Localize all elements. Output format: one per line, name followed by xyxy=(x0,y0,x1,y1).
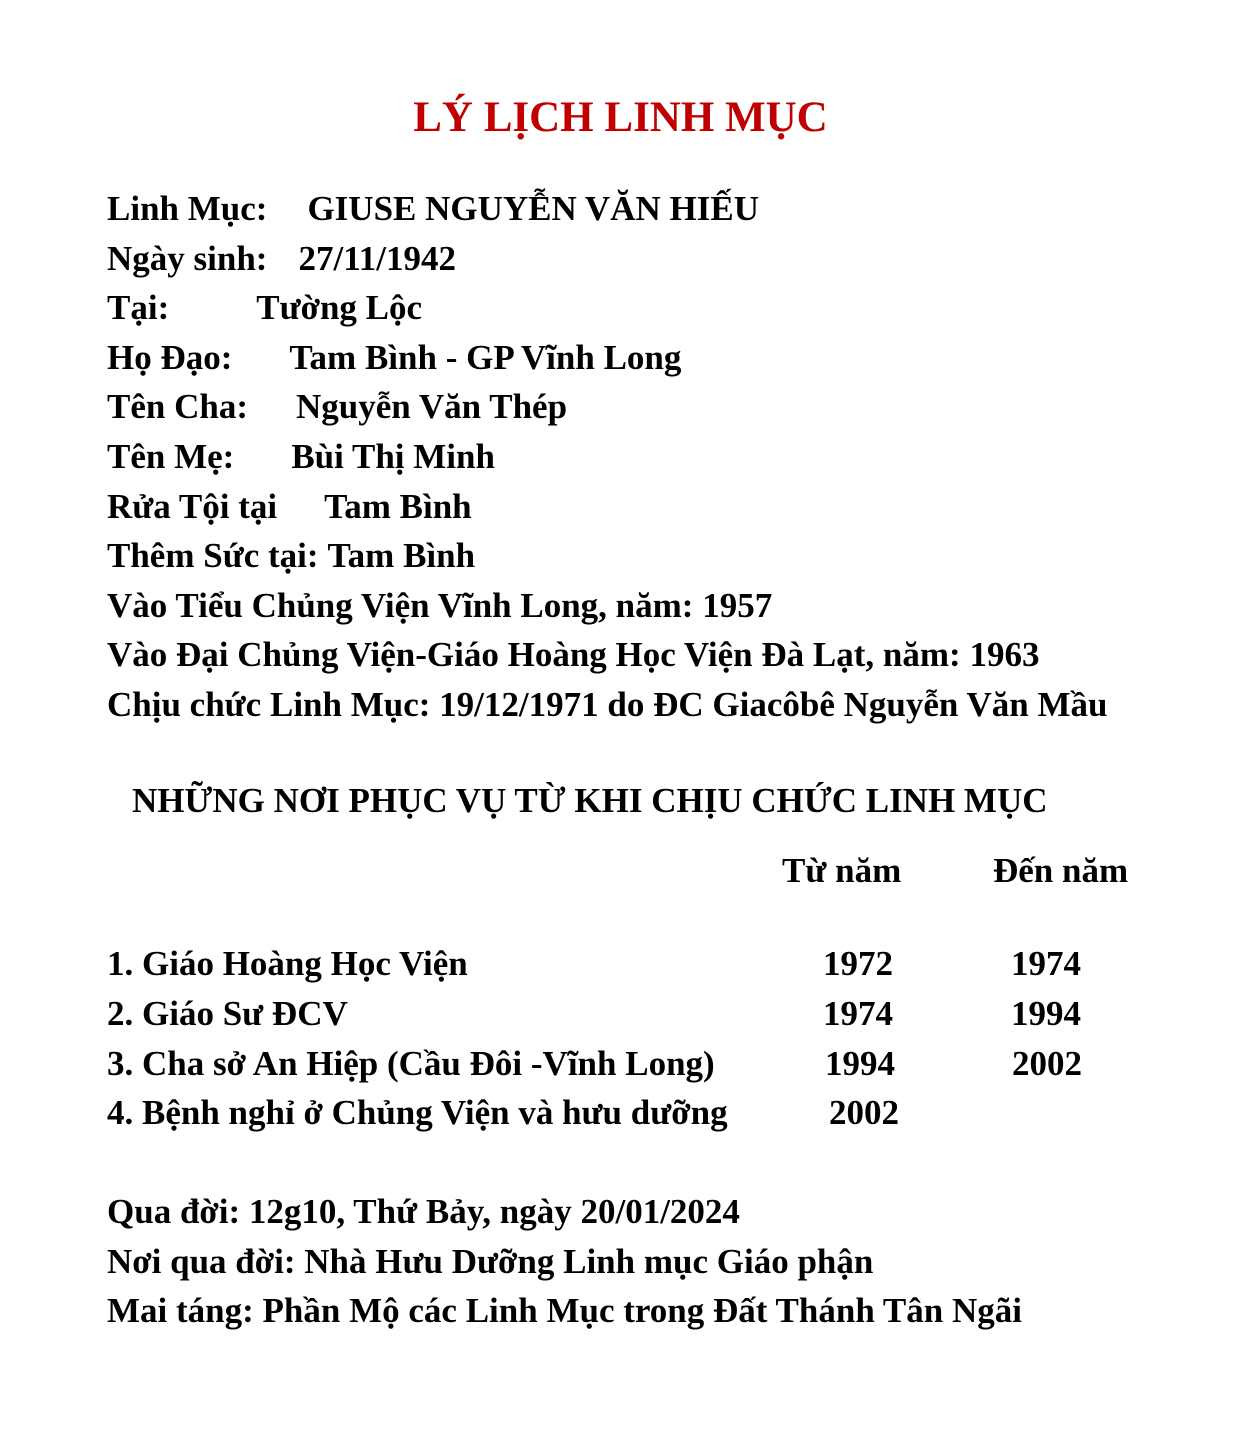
burial-line: Mai táng: Phần Mộ các Linh Mục trong Đất Thánh Tân Ngãi xyxy=(107,1291,1022,1330)
mother-label: Tên Mẹ: xyxy=(107,437,235,476)
baptism-label: Rửa Tội tại xyxy=(107,487,278,526)
mother-value: Bùi Thị Minh xyxy=(291,437,495,476)
father-label: Tên Cha: xyxy=(107,387,248,426)
service-row-from: 1994 xyxy=(825,1044,895,1083)
minor-seminary-line: Vào Tiểu Chủng Viện Vĩnh Long, năm: 1957 xyxy=(107,586,773,625)
service-row-from: 1974 xyxy=(823,994,893,1033)
service-row-from: 2002 xyxy=(829,1093,899,1132)
service-row-place: 2. Giáo Sư ĐCV xyxy=(107,994,348,1033)
priest-name-line xyxy=(107,187,759,231)
death-date-line: Qua đời: 12g10, Thứ Bảy, ngày 20/01/2024 xyxy=(107,1192,740,1231)
baptism-line xyxy=(107,485,472,529)
place-value: Tường Lộc xyxy=(256,288,423,327)
mother-line xyxy=(107,435,495,479)
parish-value: Tam Bình - GP Vĩnh Long xyxy=(289,338,682,377)
birth-place-line xyxy=(107,286,422,330)
service-row-to: 1974 xyxy=(1011,944,1081,983)
service-heading: NHỮNG NƠI PHỤC VỤ TỪ KHI CHỊU CHỨC LINH MỤC xyxy=(132,781,1048,820)
service-row-to: 2002 xyxy=(1012,1044,1082,1083)
birth-label: Ngày sinh: xyxy=(107,239,268,278)
service-row-place: 1. Giáo Hoàng Học Viện xyxy=(107,944,468,983)
birth-value: 27/11/1942 xyxy=(298,239,456,278)
service-row-place: 4. Bệnh nghỉ ở Chủng Viện và hưu dưỡng xyxy=(107,1093,728,1132)
confirmation-value: Tam Bình xyxy=(327,536,476,575)
service-row-to: 1994 xyxy=(1011,994,1081,1033)
place-label: Tại: xyxy=(107,288,170,327)
confirmation-label: Thêm Sức tại: xyxy=(107,536,319,575)
death-place-line: Nơi qua đời: Nhà Hưu Dưỡng Linh mục Giáo phận xyxy=(107,1242,874,1281)
birth-date-line xyxy=(107,237,456,281)
priest-label: Linh Mục: xyxy=(107,189,268,228)
col-to-header: Đến năm xyxy=(993,851,1129,890)
ordination-line: Chịu chức Linh Mục: 19/12/1971 do ĐC Giacôbê Nguyễn Văn Mầu xyxy=(107,685,1108,724)
father-value: Nguyễn Văn Thép xyxy=(296,387,568,426)
document-title: LÝ LỊCH LINH MỤC xyxy=(413,94,828,141)
parish-label: Họ Đạo: xyxy=(107,338,233,377)
priest-value: GIUSE NGUYỄN VĂN HIẾU xyxy=(307,189,759,228)
baptism-value: Tam Bình xyxy=(324,487,472,526)
col-from-header: Từ năm xyxy=(782,851,902,890)
confirmation-line xyxy=(107,534,475,578)
service-row-from: 1972 xyxy=(823,944,893,983)
major-seminary-line: Vào Đại Chủng Viện-Giáo Hoàng Học Viện Đà Lạt, năm: 1963 xyxy=(107,635,1040,674)
service-row-place: 3. Cha sở An Hiệp (Cầu Đôi -Vĩnh Long) xyxy=(107,1044,715,1083)
parish-line xyxy=(107,336,681,380)
father-line xyxy=(107,385,567,429)
